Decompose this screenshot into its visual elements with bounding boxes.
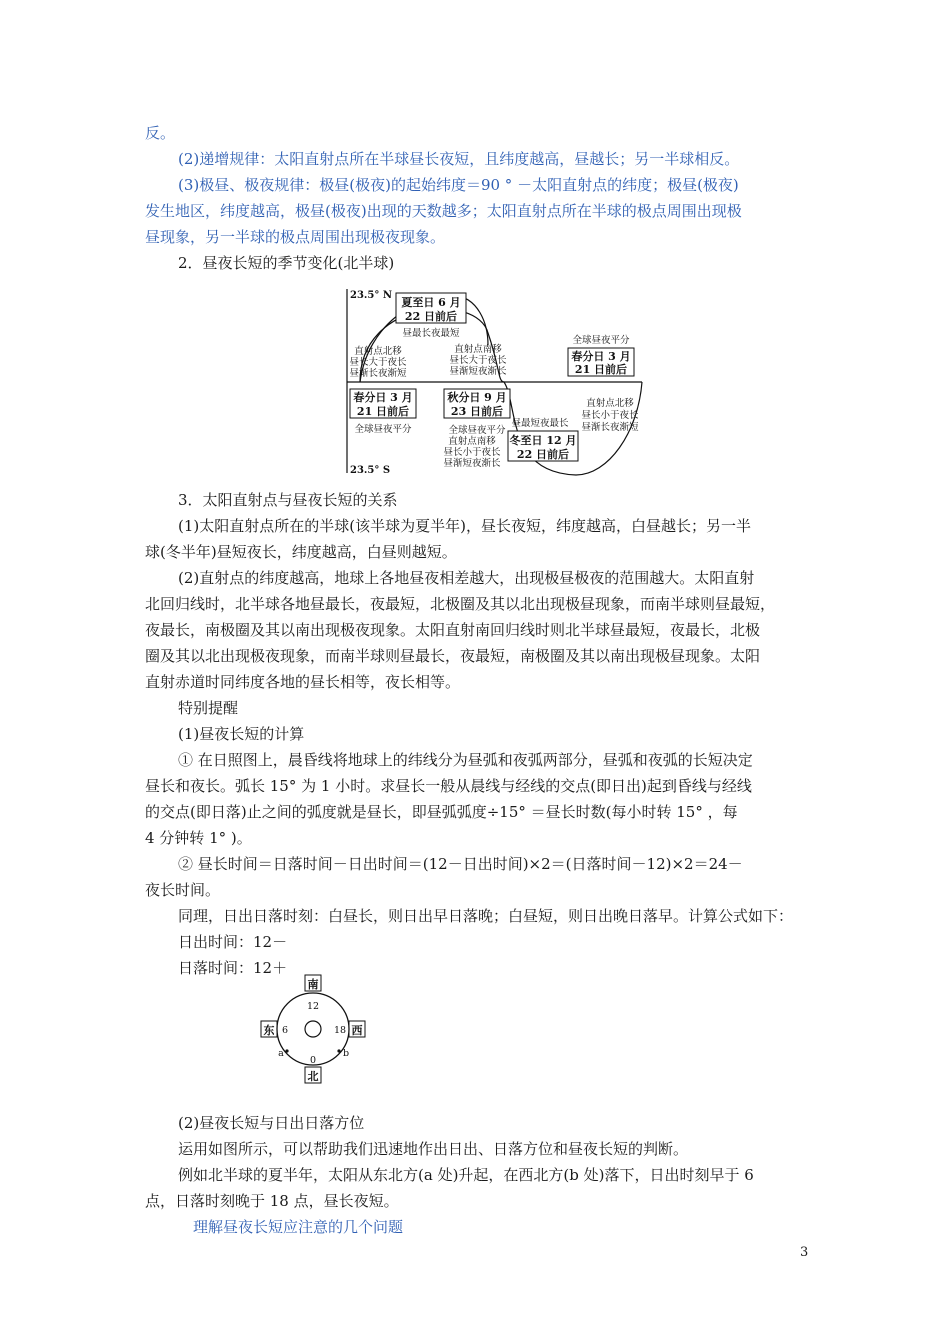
text-line: 昼现象，另一半球的极点周围出现极夜现象。: [145, 228, 446, 246]
hour-6: 6: [281, 1025, 289, 1036]
text-line: 圈及其以北出现极夜现象，而南半球则昼最长，夜最短，南极圈及其以南出现极昼现象。太阳: [145, 647, 761, 665]
vernal-label-left: 春分日 3 月: [353, 391, 413, 404]
text-line: 点，日落时刻晚于 18 点，昼长夜短。: [145, 1192, 399, 1210]
text-line: (1)太阳直射点所在的半球(该半球为夏半年)，昼长夜短，纬度越高，白昼越长；另一半: [178, 517, 751, 535]
south-move2-3: 昼渐短夜渐长: [443, 458, 501, 469]
autumn-note: 全球昼夜平分: [448, 425, 506, 436]
autumn-date: 23 日前后: [450, 405, 504, 418]
north-move2-1: 直射点北移: [586, 398, 634, 409]
south-move-2: 昼长大于夜长: [449, 355, 507, 366]
seasonal-daylength-diagram: [338, 283, 668, 478]
north-move-1: 直射点北移: [354, 346, 402, 357]
south-move2-2: 昼长小于夜长: [443, 447, 501, 458]
winter-label: 冬至日 12 月: [509, 434, 577, 447]
vernal-date-left: 21 日前后: [356, 405, 410, 418]
text-line: 直射赤道时同纬度各地的昼长相等，夜长相等。: [145, 673, 461, 691]
hour-0: 0: [309, 1055, 317, 1066]
text-line: 运用如图所示，可以帮助我们迅速地作出日出、日落方位和昼夜长短的判断。: [178, 1140, 689, 1158]
text-line: 日落时间：12＋: [178, 959, 288, 977]
text-line: 例如北半球的夏半年，太阳从东北方(a 处)升起，在西北方(b 处)落下，日出时刻早于 6: [178, 1166, 754, 1184]
lat-north-label: 23.5° N: [350, 290, 392, 301]
north-move-3: 昼渐长夜渐短: [349, 368, 407, 379]
point-a-label: a: [278, 1048, 284, 1059]
vernal-note-right: 全球昼夜平分: [572, 335, 630, 346]
north-move2-3: 昼渐长夜渐短: [581, 422, 639, 433]
south-move-3: 昼渐短夜渐长: [449, 366, 507, 377]
text-line: 同理，日出日落时刻：白昼长，则日出早日落晚；白昼短，则日出晚日落早。计算公式如下：: [178, 907, 794, 925]
south-label: 南: [307, 978, 319, 991]
sunrise-direction-diagram: [255, 973, 375, 1088]
text-line: 夜最长，南极圈及其以南出现极夜现象。太阳直射南回归线时则北半球昼最短，夜最长，北极: [145, 621, 761, 639]
summer-solstice-label: 夏至日 6 月: [401, 296, 461, 309]
summer-solstice-date: 22 日前后: [404, 310, 458, 323]
text-line: ① 在日照图上，晨昏线将地球上的纬线分为昼弧和夜弧两部分，昼弧和夜弧的长短决定: [178, 751, 753, 769]
winter-note: 昼最短夜最长: [511, 418, 569, 429]
winter-date: 22 日前后: [516, 448, 570, 461]
vernal-note-left: 全球昼夜平分: [354, 424, 412, 435]
text-line: 发生地区，纬度越高，极昼(极夜)出现的天数越多；太阳直射点所在半球的极点周围出现极: [145, 202, 742, 220]
text-line: 球(冬半年)昼短夜长，纬度越高，白昼则越短。: [145, 543, 457, 561]
text-line: 反。: [145, 124, 176, 142]
summer-note: 昼最长夜最短: [402, 328, 460, 339]
point-b-label: b: [342, 1048, 350, 1059]
text-line: (3)极昼、极夜规律：极昼(极夜)的起始纬度＝90 ° －太阳直射点的纬度；极昼(极夜): [178, 176, 739, 194]
text-line: 日出时间：12－: [178, 933, 288, 951]
north-label: 北: [307, 1070, 319, 1083]
lat-south-label: 23.5° S: [350, 465, 391, 476]
south-move2-1: 直射点南移: [448, 436, 496, 447]
observer-circle: [305, 1021, 321, 1037]
text-line: 理解昼夜长短应注意的几个问题: [193, 1218, 404, 1236]
text-line: 北回归线时，北半球各地昼最长，夜最短，北极圈及其以北出现极昼现象，而南半球则昼最短，: [145, 595, 776, 613]
hour-12: 12: [306, 1001, 320, 1012]
east-label: 东: [263, 1024, 275, 1037]
vernal-label-right: 春分日 3 月: [571, 350, 631, 363]
hour-18: 18: [333, 1025, 347, 1036]
text-line: 夜长时间。: [145, 881, 221, 899]
text-line: 4 分钟转 1° )。: [145, 829, 252, 847]
west-label: 西: [351, 1024, 363, 1037]
text-line: ② 昼长时间＝日落时间－日出时间＝(12－日出时间)×2＝(日落时间－12)×2＝24－: [178, 855, 743, 873]
vernal-date-right: 21 日前后: [574, 363, 628, 376]
text-line: 特别提醒: [178, 699, 239, 717]
page-number: 3: [800, 1245, 809, 1260]
text-line: (2)递增规律：太阳直射点所在半球昼长夜短，且纬度越高，昼越长；另一半球相反。: [178, 150, 740, 168]
point-a-dot: [285, 1049, 288, 1052]
text-line: 3．太阳直射点与昼夜长短的关系: [178, 491, 398, 509]
text-line: 的交点(即日落)止之间的弧度就是昼长，即昼弧弧度÷15° ＝昼长时数(每小时转 15° ，每: [145, 803, 738, 821]
text-line: 昼长和夜长。弧长 15° 为 1 小时。求昼长一般从晨线与经线的交点(即日出)起到昏线与经线: [145, 777, 752, 795]
north-move2-2: 昼长小于夜长: [581, 410, 639, 421]
autumn-label: 秋分日 9 月: [447, 391, 507, 404]
text-line: (2)昼夜长短与日出日落方位: [178, 1114, 365, 1132]
north-move-2: 昼长大于夜长: [349, 357, 407, 368]
point-b-dot: [337, 1049, 340, 1052]
south-move-1: 直射点南移: [454, 344, 502, 355]
text-line: 2．昼夜长短的季节变化(北半球): [178, 254, 395, 272]
text-line: (2)直射点的纬度越高，地球上各地昼夜相差越大，出现极昼极夜的范围越大。太阳直射: [178, 569, 755, 587]
text-line: (1)昼夜长短的计算: [178, 725, 305, 743]
